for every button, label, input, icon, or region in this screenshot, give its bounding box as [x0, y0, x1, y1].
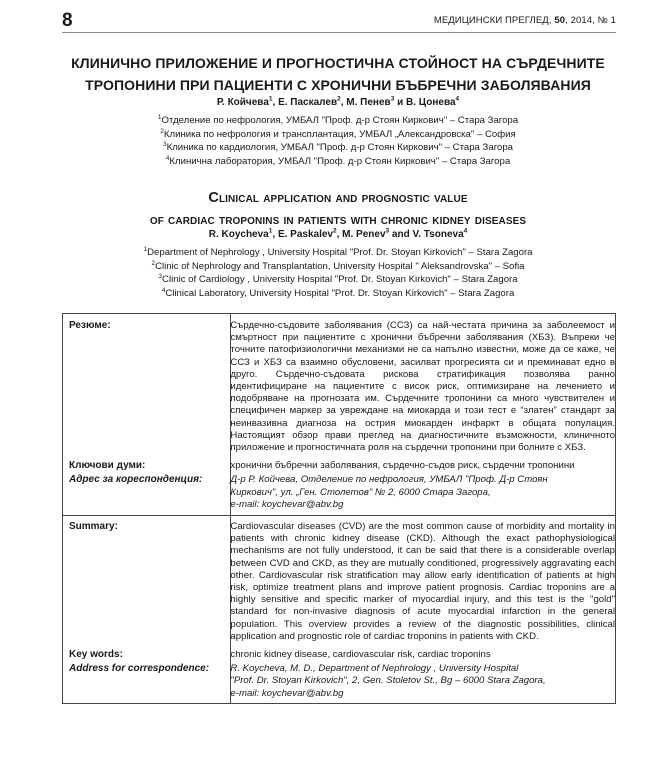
- summary-label-en: Summary:: [69, 521, 118, 533]
- author-name: В. Цонева: [406, 97, 456, 108]
- author-name: Е. Паскалев: [278, 97, 338, 108]
- summary-label-bg: Резюме:: [69, 320, 111, 331]
- affiliation-line: $^3$Clinic of Cardiology , University Hospital "Prof. Dr. Stoyan Kirkovich" – Stara Zagora: [158, 273, 518, 286]
- keywords-label-en: Key words:: [69, 649, 123, 661]
- address-row-bg: [63, 472, 615, 515]
- abstract-block-english: [62, 515, 616, 704]
- title-english: [40, 187, 636, 231]
- affiliation-line: $^1$Department of Nephrology , University Hospital "Prof. Dr. Stoyan Kirkovich" – Stara Zagora: [143, 245, 533, 258]
- affiliation-line: $^3$Клиника по кардиология, УМБАЛ "Проф. д-р Стоян Киркович" – Стара Загора: [162, 141, 513, 154]
- address-text-bg: Д-р Р. Койчева, Отделение по нефрология, УМБАЛ "Проф. Д-р Стоян Киркович", ул. „Ген. Столетов" № 2, 6000 Стара Загора, e-mail: koychevar@abv.bg: [230, 474, 615, 511]
- author-name: R. Koycheva: [208, 229, 269, 240]
- author-affiliation-marker: 2: [332, 227, 337, 235]
- summary-text-en: Cardiovascular diseases (CVD) are the most common cause of morbidity and mortality in patients with chronic kidney disease (CKD). Although the exact pathophysiological mechanisms are not fully understood, it can be said that there is a considerable overlap between CVD and CKD, as they are mutually conditioned, progressively aggravating each other. Cardiovascular risk stratification may allow early identification of patients at high risk, optimize treatment plans and improve patient prognosis. Cardiac troponins are a highly sensitive and specific marker of myocardial injury, and this test is the "gold" standard for non-invasive diagnosis of acute myocardial infarction in the general population. This overview provides a review of the diagnostic possibilities, clinical application and prognostic role of cardiac troponins in patients with CKD.: [230, 521, 615, 642]
- summary-row-en: [63, 516, 615, 643]
- keywords-row-en: [63, 643, 615, 661]
- author-affiliation-marker: 4: [455, 95, 460, 103]
- keywords-text-en: chronic kidney disease, cardiovascular risk, cardiac troponins: [230, 649, 491, 661]
- title-bg-line1: КЛИНИЧНО ПРИЛОЖЕНИЕ И ПРОГНОСТИЧНА СТОЙНОСТ НА СЪРДЕЧНИТЕ: [71, 55, 605, 71]
- affiliation-line: $^4$Клинична лаборатория, УМБАЛ "Проф. д-р Стоян Киркович" – Стара Загора: [165, 154, 511, 167]
- journal-citation: МЕДИЦИНСКИ ПРЕГЛЕД, 50, 2014, № 1: [433, 15, 616, 26]
- title-bg-line2: ТРОПОНИНИ ПРИ ПАЦИЕНТИ С ХРОНИЧНИ БЪБРЕЧНИ ЗАБОЛЯВАНИЯ: [85, 77, 591, 93]
- keywords-label-bg: Ключови думи:: [69, 460, 146, 472]
- affiliations-bulgarian: [40, 114, 636, 168]
- title-en-line1: Clinical application and prognostic value: [208, 190, 468, 206]
- author-name: E. Paskalev: [277, 229, 333, 240]
- author-affiliation-marker: 2: [337, 95, 341, 103]
- abstract-block-bulgarian: [62, 313, 616, 515]
- page-number: 8: [62, 10, 73, 31]
- authors-bulgarian: Р. Койчева$^1$, Е. Паскалев$^2$, М. Пенев$^3$ и В. Цонева$^4$: [216, 95, 460, 108]
- address-label-en: Address for correspondence:: [69, 663, 210, 675]
- email-bg[interactable]: e-mail: koychevar@abv.bg: [230, 498, 344, 510]
- running-header: [62, 10, 616, 33]
- title-bulgarian: [40, 52, 636, 96]
- author-name: М. Пенев: [346, 97, 391, 108]
- author-name: V. Tsoneva: [412, 229, 464, 240]
- author-affiliation-marker: 3: [385, 227, 390, 235]
- author-affiliation-marker: 3: [390, 95, 395, 103]
- address-text-en: R. Koycheva, M. D., Department of Nephrology , University Hospital "Prof. Dr. Stoyan Kirkovich", 2, Gen. Stoletov St., Bg – 6000 Stara Zagora, e-mail: koychevar@abv.bg: [230, 663, 615, 700]
- author-affiliation-marker: 1: [268, 227, 273, 235]
- abstract-table: [62, 313, 616, 704]
- affiliation-line: $^1$Отделение по нефрология, УМБАЛ "Проф. д-р Стоян Киркович" – Стара Загора: [157, 113, 519, 126]
- address-row-en: [63, 661, 615, 703]
- summary-row-bg: [63, 314, 615, 454]
- author-name: Р. Койчева: [216, 97, 269, 108]
- affiliation-line: $^2$Clinic of Nephrology and Transplantation, University Hospital " Aleksandrovska" – Sofia: [151, 259, 525, 272]
- address-label-bg: Адрес за кореспонденция:: [69, 474, 203, 486]
- summary-text-bg: Сърдечно-съдовите заболявания (ССЗ) са най-честата причина за заболеемост и смъртност при пациентите с хронични бъбречни заболявания (ХБЗ). Въпреки че точните патофизиологични механизми не са напълно известни, може да се каже, че ССЗ и ХБЗ са взаимно обусловени, засилват прогресията си и преминават едно в друго. Сърдечно-съдовата рискова стратификация позволява ранно идентифициране на пациентите с висок риск, оптимизиране на лечението и подобряване на прогнозата им. Сърдечните тропонини са много чувствителен и специфичен маркер за увреждане на миокарда и този тест е “златен” стандарт за неинвазивна диагноза на острия миокарден инфаркт в общата популация. Настоящият обзор прави преглед на диагностичните възможности, клиничното приложение и прогностичната роля на сърдечни тропонини при болните с ХБЗ.: [230, 320, 615, 454]
- author-name: M. Penev: [342, 229, 386, 240]
- affiliation-line: $^4$Clinical Laboratory, University Hospital "Prof. Dr. Stoyan Kirkovich" – Stara Zagora: [161, 286, 515, 299]
- affiliations-english: [40, 246, 636, 300]
- author-affiliation-marker: 4: [463, 227, 468, 235]
- email-en[interactable]: e-mail: koychevar@abv.bg: [230, 687, 344, 699]
- authors-english: R. Koycheva$^1$, E. Paskalev$^2$, M. Penev$^3$ and V. Tsoneva$^4$: [208, 227, 468, 240]
- journal-volume: 50: [554, 15, 566, 26]
- affiliation-line: $^2$Клиника по нефрология и трансплантация, УМБАЛ „Александровска" – София: [160, 127, 516, 140]
- author-affiliation-marker: 1: [268, 95, 273, 103]
- keywords-row-bg: [63, 454, 615, 472]
- keywords-text-bg: хронични бъбречни заболявания, сърдечно-съдов риск, сърдечни тропонини: [230, 460, 575, 472]
- title-en-line2: of cardiac troponins in patients with chronic kidney diseases: [149, 212, 527, 228]
